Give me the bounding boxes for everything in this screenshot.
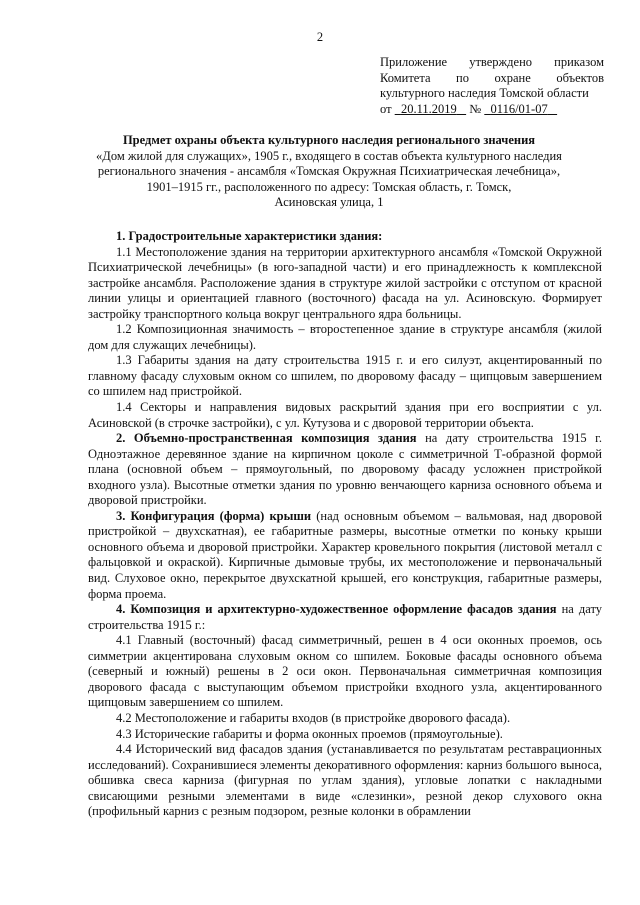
approval-from-label: от (380, 101, 392, 116)
page-number: 2 (316, 30, 324, 44)
document-body (88, 229, 602, 820)
title-line-5: Асиновская улица, 1 (274, 195, 384, 209)
approval-date: 20.11.2019 (400, 101, 457, 116)
section-3-text: (над основным объемом – вальмовая, над дворовой пристройкой – двухскатная), ее габаритные размеры, высотные отметки по коньку крыши основного объема и дворовой пристройки. Характер кровельного покрытия (листовой металл с фальцовкой и окраской). Кирпичные дымовые трубы, их местоположение и первоначальный вид. Слуховое окно, перекрытое двухскатной крышей, его конструкция, габаритные размеры, форма проема. (88, 508, 603, 601)
paragraph-1-1: 1.1 Местоположение здания на территории архитектурного ансамбля «Томской Окружной Психиатрической лечебницы» (в юго-западной части) и его принадлежность к комплексной застройке ансамбля. Расположение здания в структуре жилой застройки с отступом от красной линии улицы и ориентацией главного (восточного) фасада на ул. Асиновскую. Формирует застройку транспортного кольца вокруг центрального ядра больницы. (88, 244, 602, 321)
approval-number: 0116/01-07 (490, 101, 548, 116)
paragraph-1-4: 1.4 Секторы и направления видовых раскрытий здания при его восприятии с ул. Асиновской (в строчке застройки), с ул. Кутузова и с дворовой территории объекта. (88, 400, 602, 430)
approval-number-label: № (469, 101, 482, 116)
title-heading: Предмет охраны объекта культурного наследия регионального значения (122, 133, 536, 147)
approval-line-2: Комитета по охране объектов (380, 70, 604, 85)
document-title (60, 133, 598, 211)
section-1-heading: 1. Градостроительные характеристики здания: (116, 229, 383, 243)
section-2-heading: 2. Объемно-пространственная композиция здания (116, 431, 417, 446)
paragraph-1-2: 1.2 Композиционная значимость – второстепенное здание в структуре ансамбля (жилой дом для служащих лечебницы). (88, 322, 602, 352)
paragraph-4-1: 4.1 Главный (восточный) фасад симметричный, решен в 4 оси оконных проемов, ось симметрии акцентирована слуховым окном со шпилем. Боковые фасады основного объема (северный и южный) решены в 2 оси окон. Первоначальная симметричная композиция дворового фасада с выступающим объемом пристройки входного узла, акцентированного щипцовым завершением со шпилем. (88, 633, 602, 710)
title-line-3: регионального значения - ансамбля «Томская Окружная Психиатрическая лечебница», (97, 164, 561, 178)
paragraph-4-4: 4.4 Исторический вид фасадов здания (устанавливается по результатам реставрационных исследований). Сохранившиеся элементы декоративного оформления: карниз большого выноса, обшивка свеса карниза (фигурная по углам здания), угловые лопатки с накладными свисающими резными элементами в виде «слезинки», резной декор слухового окна (профильный карниз с резным подзором, резные колонки в обрамлении (88, 742, 602, 819)
section-4 (88, 602, 602, 633)
section-4-text: на дату строительства 1915 г.: (88, 602, 602, 632)
paragraph-1-3: 1.3 Габариты здания на дату строительства 1915 г. и его силуэт, акцентированный по главному фасаду слуховым окном со шпилем, по дворовому фасаду – щипцовым завершением со шпилем над пристройкой. (88, 353, 602, 399)
title-line-2: «Дом жилой для служащих», 1905 г., входящего в состав объекта культурного наследия (96, 148, 562, 163)
section-2-text: на дату строительства 1915 г. Одноэтажное деревянное здание на кирпичном цоколе с симметричной Т-образной формой плана (основной объем – прямоугольный, по дворовому фасаду усложнен пристройкой входного узла). Высотные отметки здания по уровню венчающего карниза основного объема и дворовой пристройки. (88, 431, 603, 508)
approval-line-1: Приложение утверждено приказом (380, 55, 604, 69)
approval-date-line (380, 102, 604, 118)
title-line-4: 1901–1915 гг., расположенного по адресу: Томская область, г. Томск, (146, 179, 512, 194)
approval-line-3: культурного наследия Томской области (380, 86, 589, 100)
approval-stamp (380, 55, 604, 117)
paragraph-4-3: 4.3 Исторические габариты и форма оконных проемов (прямоугольные). (116, 726, 503, 741)
section-2 (88, 431, 602, 509)
section-3 (88, 509, 602, 602)
paragraph-4-2: 4.2 Местоположение и габариты входов (в пристройке дворового фасада). (116, 710, 511, 725)
section-3-heading: 3. Конфигурация (форма) крыши (116, 508, 312, 523)
section-4-heading: 4. Композиция и архитектурно-художественное оформление фасадов здания (116, 602, 557, 617)
